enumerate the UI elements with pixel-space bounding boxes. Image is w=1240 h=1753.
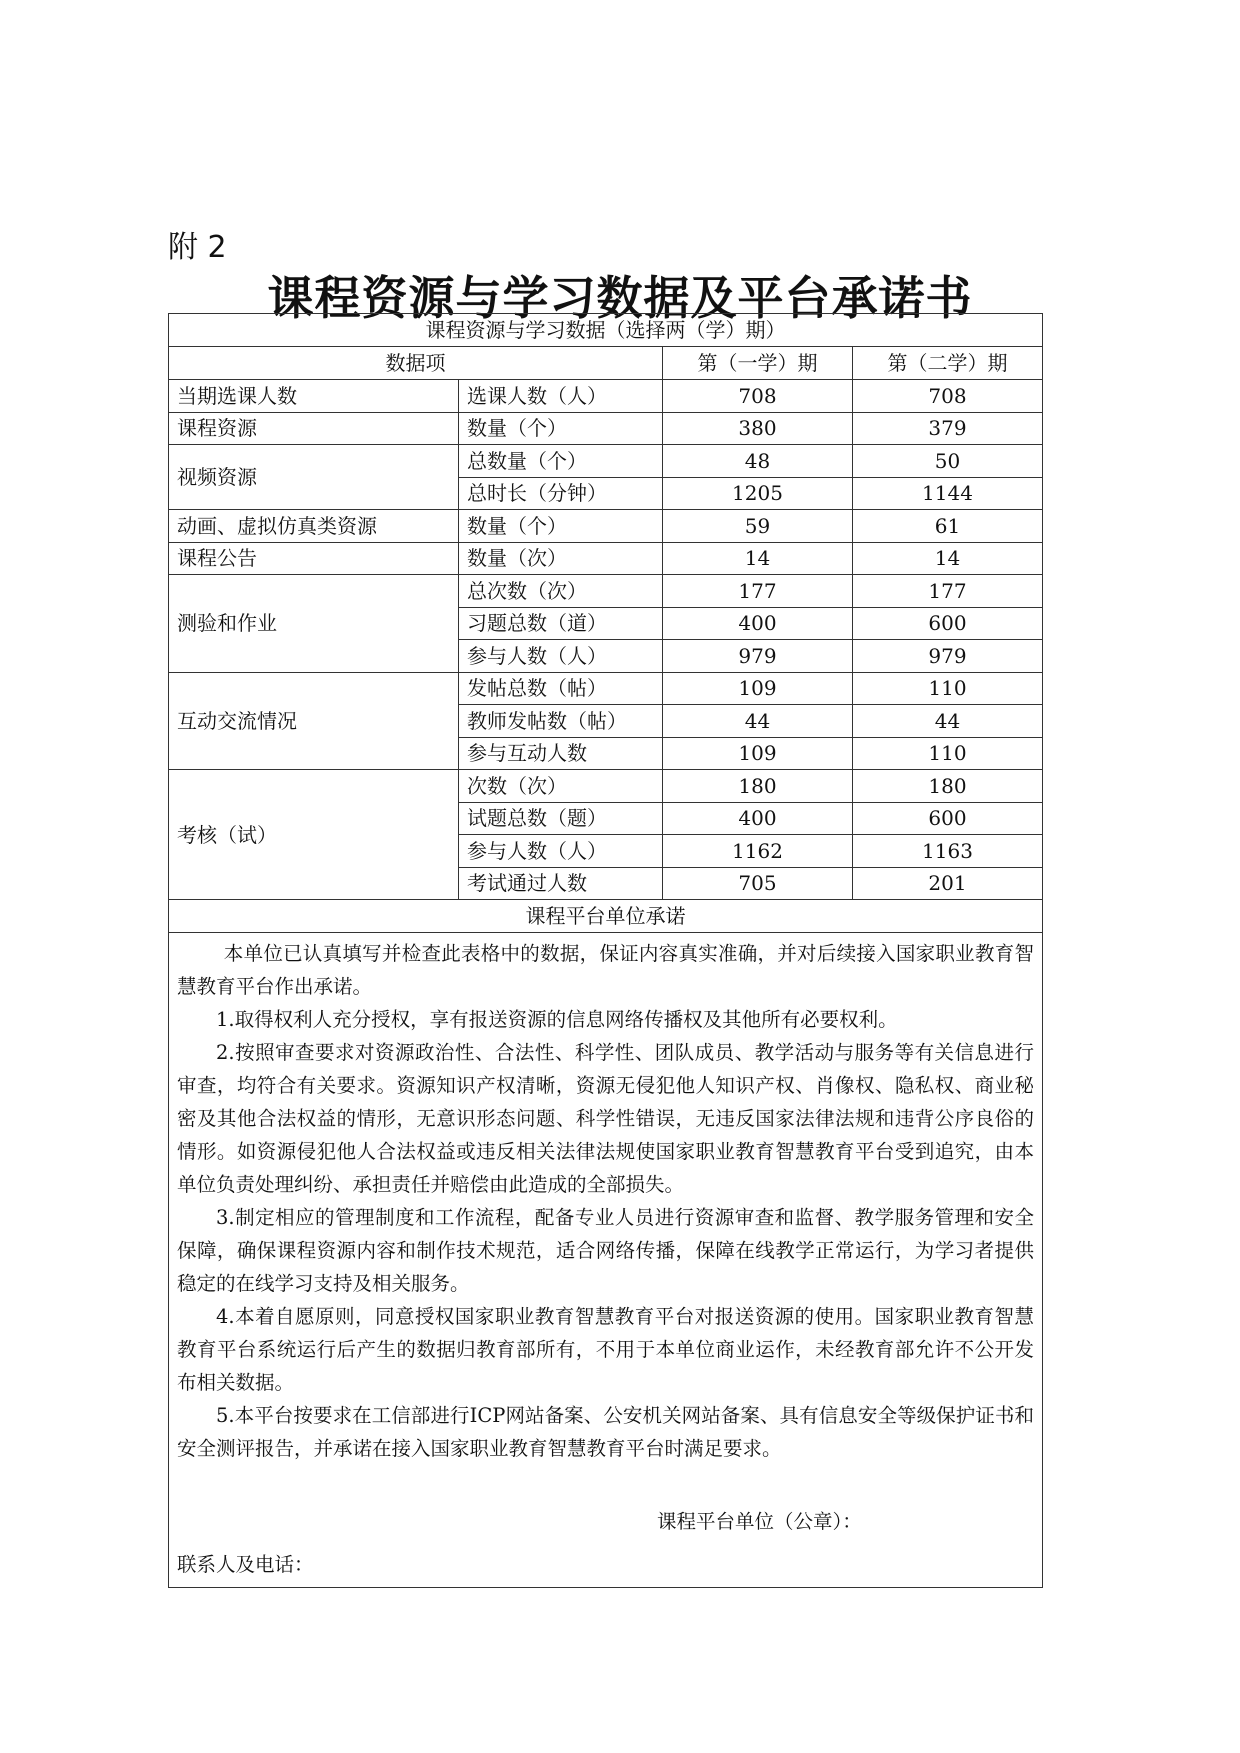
table-row [169,672,1043,705]
term2-value: 180 [853,770,1043,803]
term2-value: 600 [853,802,1043,835]
term2-value: 708 [853,380,1043,413]
item-label: 选课人数（人） [459,380,663,413]
group-label: 考核（试） [169,770,459,900]
term2-value: 110 [853,737,1043,770]
col-header-term2: 第（二学）期 [853,347,1043,380]
term1-value: 59 [663,510,853,543]
group-label: 课程公告 [169,542,459,575]
item-label: 数量（个） [459,510,663,543]
promise-item-5: 5.本平台按要求在工信部进行ICP网站备案、公安机关网站备案、具有信息安全等级保护证书和安全测评报告，并承诺在接入国家职业教育智慧教育平台时满足要求。 [177,1404,1034,1460]
table-row [169,770,1043,803]
contact-label: 联系人及电话： [177,1553,314,1576]
promise-intro: 本单位已认真填写并检查此表格中的数据，保证内容真实准确，并对后续接入国家职业教育智慧教育平台作出承诺。 [177,942,1034,998]
term2-value: 177 [853,575,1043,608]
group-label: 当期选课人数 [169,380,459,413]
term1-value: 109 [663,737,853,770]
item-label: 总数量（个） [459,445,663,478]
item-label: 参与人数（人） [459,835,663,868]
section-title-data: 课程资源与学习数据（选择两（学）期） [169,314,1043,347]
term1-value: 14 [663,542,853,575]
term1-value: 400 [663,802,853,835]
term2-value: 600 [853,607,1043,640]
term2-value: 379 [853,412,1043,445]
group-label: 动画、虚拟仿真类资源 [169,510,459,543]
item-label: 教师发帖数（帖） [459,705,663,738]
annex-label: 附 2 [168,230,227,265]
term2-value: 1144 [853,477,1043,510]
table-row [169,510,1043,543]
table-row [169,412,1043,445]
term2-value: 1163 [853,835,1043,868]
term2-value: 110 [853,672,1043,705]
term1-value: 1205 [663,477,853,510]
group-label: 视频资源 [169,445,459,510]
term2-value: 201 [853,867,1043,900]
item-label: 试题总数（题） [459,802,663,835]
table-row [169,575,1043,608]
term1-value: 48 [663,445,853,478]
promise-item-3: 3.制定相应的管理制度和工作流程，配备专业人员进行资源审查和监督、教学服务管理和安全保障，确保课程资源内容和制作技术规范，适合网络传播，保障在线教学正常运行，为学习者提供稳定的在线学习支持及相关服务。 [177,1206,1034,1295]
signature-label: 课程平台单位（公章）： [657,1510,862,1533]
group-label: 互动交流情况 [169,672,459,770]
table-row [169,542,1043,575]
promise-item-4: 4.本着自愿原则，同意授权国家职业教育智慧教育平台对报送资源的使用。国家职业教育智慧教育平台系统运行后产生的数据归教育部所有，不用于本单位商业运作，未经教育部允许不公开发布相关数据。 [177,1305,1034,1394]
promise-body [169,933,1043,1588]
item-label: 总次数（次） [459,575,663,608]
term1-value: 708 [663,380,853,413]
term1-value: 44 [663,705,853,738]
term1-value: 979 [663,640,853,673]
term2-value: 61 [853,510,1043,543]
term1-value: 109 [663,672,853,705]
item-label: 数量（次） [459,542,663,575]
item-label: 发帖总数（帖） [459,672,663,705]
term1-value: 380 [663,412,853,445]
data-table [168,313,1043,1588]
group-label: 测验和作业 [169,575,459,673]
term1-value: 1162 [663,835,853,868]
term2-value: 979 [853,640,1043,673]
col-header-term1: 第（一学）期 [663,347,853,380]
term1-value: 177 [663,575,853,608]
document-title: 课程资源与学习数据及平台承诺书 [267,271,973,325]
promise-item-1: 1.取得权利人充分授权，享有报送资源的信息网络传播权及其他所有必要权利。 [216,1008,898,1031]
item-label: 参与人数（人） [459,640,663,673]
group-label: 课程资源 [169,412,459,445]
item-label: 总时长（分钟） [459,477,663,510]
item-label: 考试通过人数 [459,867,663,900]
term1-value: 400 [663,607,853,640]
term2-value: 44 [853,705,1043,738]
term2-value: 14 [853,542,1043,575]
col-header-item: 数据项 [169,347,663,380]
term1-value: 705 [663,867,853,900]
promise-item-2: 2.按照审查要求对资源政治性、合法性、科学性、团队成员、教学活动与服务等有关信息进行审查，均符合有关要求。资源知识产权清晰，资源无侵犯他人知识产权、肖像权、隐私权、商业秘密及其他合法权益的情形，无意识形态问题、科学性错误，无违反国家法律法规和违背公序良俗的情形。如资源侵犯他人合法权益或违反相关法律法规使国家职业教育智慧教育平台受到追究，由本单位负责处理纠纷、承担责任并赔偿由此造成的全部损失。 [177,1041,1034,1196]
section-title-promise: 课程平台单位承诺 [169,900,1043,933]
table-row [169,445,1043,478]
table-row [169,380,1043,413]
item-label: 习题总数（道） [459,607,663,640]
item-label: 数量（个） [459,412,663,445]
item-label: 参与互动人数 [459,737,663,770]
term2-value: 50 [853,445,1043,478]
term1-value: 180 [663,770,853,803]
item-label: 次数（次） [459,770,663,803]
